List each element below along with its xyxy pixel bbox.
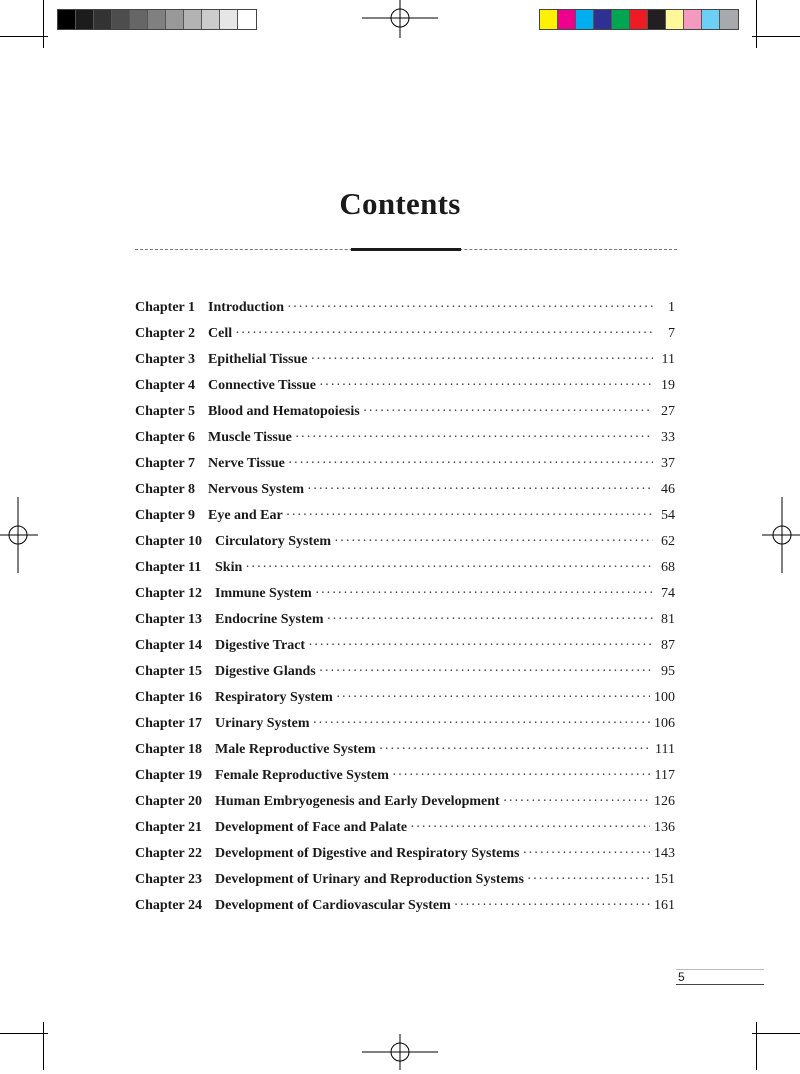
- chapter-page: 54: [661, 508, 675, 523]
- chapter-page: 19: [661, 378, 675, 393]
- color-swatch: [112, 10, 130, 29]
- chapter-title: Connective Tissue: [208, 378, 316, 393]
- toc-entry[interactable]: [135, 430, 675, 456]
- toc-entry[interactable]: [135, 534, 675, 560]
- toc-entry[interactable]: [135, 586, 675, 612]
- dot-leader: [235, 326, 653, 342]
- chapter-number: Chapter 1: [135, 300, 196, 315]
- chapter-page: 95: [661, 664, 675, 679]
- chapter-number: Chapter 4: [135, 378, 196, 393]
- color-swatch: [220, 10, 238, 29]
- color-swatch: [648, 10, 666, 29]
- chapter-title: Development of Cardiovascular System: [215, 898, 451, 913]
- registration-mark-icon: [362, 0, 438, 40]
- chapter-number: Chapter 21: [135, 820, 203, 835]
- toc-entry[interactable]: [135, 898, 675, 924]
- chapter-number: Chapter 18: [135, 742, 203, 757]
- chapter-page: 106: [654, 716, 675, 731]
- chapter-number: Chapter 13: [135, 612, 203, 627]
- dot-leader: [287, 300, 653, 316]
- dot-leader: [392, 768, 651, 784]
- toc-entry[interactable]: [135, 638, 675, 664]
- toc-entry[interactable]: [135, 508, 675, 534]
- toc-entry[interactable]: [135, 352, 675, 378]
- color-bar: [539, 9, 739, 30]
- chapter-number: Chapter 14: [135, 638, 203, 653]
- dot-leader: [310, 352, 653, 368]
- chapter-page: 111: [655, 742, 675, 757]
- dot-leader: [307, 482, 653, 498]
- crop-mark: [756, 1022, 757, 1070]
- chapter-number: Chapter 23: [135, 872, 203, 887]
- chapter-page: 68: [661, 560, 675, 575]
- chapter-number: Chapter 7: [135, 456, 196, 471]
- color-swatch: [720, 10, 738, 29]
- chapter-title: Male Reproductive System: [215, 742, 376, 757]
- chapter-page: 74: [661, 586, 675, 601]
- chapter-number: Chapter 9: [135, 508, 196, 523]
- chapter-number: Chapter 15: [135, 664, 203, 679]
- crop-mark: [752, 36, 800, 37]
- dot-leader: [454, 898, 650, 914]
- chapter-page: 62: [661, 534, 675, 549]
- dot-leader: [313, 716, 651, 732]
- toc-entry[interactable]: [135, 300, 675, 326]
- grayscale-bar: [57, 9, 257, 30]
- dot-leader: [245, 560, 653, 576]
- chapter-title: Eye and Ear: [208, 508, 283, 523]
- chapter-title: Digestive Glands: [215, 664, 316, 679]
- toc-entry[interactable]: [135, 794, 675, 820]
- toc-entry[interactable]: [135, 612, 675, 638]
- toc-entry[interactable]: [135, 846, 675, 872]
- registration-mark-icon: [362, 1034, 438, 1074]
- chapter-number: Chapter 20: [135, 794, 203, 809]
- chapter-number: Chapter 10: [135, 534, 203, 549]
- chapter-title: Development of Face and Palate: [215, 820, 408, 835]
- dot-leader: [379, 742, 651, 758]
- color-swatch: [576, 10, 594, 29]
- page-title: Contents: [339, 186, 461, 221]
- chapter-page: 46: [661, 482, 675, 497]
- toc-entry[interactable]: [135, 482, 675, 508]
- color-swatch: [594, 10, 612, 29]
- chapter-number: Chapter 3: [135, 352, 196, 367]
- dot-leader: [315, 586, 653, 602]
- chapter-title: Female Reproductive System: [215, 768, 389, 783]
- chapter-page: 117: [654, 768, 675, 783]
- chapter-number: Chapter 22: [135, 846, 203, 861]
- chapter-title: Respiratory System: [215, 690, 333, 705]
- toc-entry[interactable]: [135, 378, 675, 404]
- chapter-number: Chapter 8: [135, 482, 196, 497]
- dot-leader: [308, 638, 653, 654]
- chapter-number: Chapter 5: [135, 404, 196, 419]
- chapter-title: Cell: [208, 326, 233, 341]
- chapter-number: Chapter 11: [135, 560, 202, 575]
- chapter-page: 143: [654, 846, 675, 861]
- toc-entry[interactable]: [135, 404, 675, 430]
- color-swatch: [202, 10, 220, 29]
- color-swatch: [666, 10, 684, 29]
- chapter-title: Human Embryogenesis and Early Development: [215, 794, 500, 809]
- chapter-page: 151: [654, 872, 675, 887]
- crop-mark: [0, 1033, 48, 1034]
- chapter-number: Chapter 2: [135, 326, 196, 341]
- dot-leader: [334, 534, 653, 550]
- color-swatch: [702, 10, 720, 29]
- dot-leader: [410, 820, 650, 836]
- color-swatch: [58, 10, 76, 29]
- crop-mark: [0, 36, 48, 37]
- chapter-title: Skin: [215, 560, 243, 575]
- chapter-title: Nerve Tissue: [208, 456, 285, 471]
- chapter-page: 7: [668, 326, 675, 341]
- chapter-title: Endocrine System: [215, 612, 324, 627]
- crop-mark: [43, 1022, 44, 1070]
- dot-leader: [503, 794, 650, 810]
- toc-entry[interactable]: [135, 560, 675, 586]
- color-swatch: [612, 10, 630, 29]
- color-swatch: [558, 10, 576, 29]
- color-swatch: [684, 10, 702, 29]
- color-swatch: [540, 10, 558, 29]
- chapter-number: Chapter 12: [135, 586, 203, 601]
- color-swatch: [184, 10, 202, 29]
- chapter-title: Nervous System: [208, 482, 305, 497]
- chapter-title: Muscle Tissue: [208, 430, 292, 445]
- color-swatch: [166, 10, 184, 29]
- chapter-page: 161: [654, 898, 675, 913]
- dot-leader: [319, 378, 653, 394]
- crop-mark: [752, 1033, 800, 1034]
- dot-leader: [363, 404, 653, 420]
- color-swatch: [238, 10, 256, 29]
- dot-leader: [286, 508, 653, 524]
- chapter-page: 136: [654, 820, 675, 835]
- chapter-number: Chapter 24: [135, 898, 203, 913]
- color-swatch: [76, 10, 94, 29]
- chapter-page: 37: [661, 456, 675, 471]
- chapter-number: Chapter 17: [135, 716, 203, 731]
- dot-leader: [295, 430, 653, 446]
- page-number: 5: [676, 969, 764, 985]
- title-divider-solid: [351, 248, 461, 251]
- chapter-number: Chapter 19: [135, 768, 203, 783]
- dot-leader: [522, 846, 650, 862]
- chapter-page: 1: [668, 300, 675, 315]
- color-swatch: [630, 10, 648, 29]
- toc-entry[interactable]: [135, 456, 675, 482]
- chapter-number: Chapter 16: [135, 690, 203, 705]
- toc-entry[interactable]: [135, 716, 675, 742]
- toc-entry[interactable]: [135, 742, 675, 768]
- crop-mark: [756, 0, 757, 48]
- chapter-title: Digestive Tract: [215, 638, 306, 653]
- dot-leader: [336, 690, 650, 706]
- toc-entry[interactable]: [135, 690, 675, 716]
- chapter-title: Development of Digestive and Respiratory Systems: [215, 846, 520, 861]
- chapter-page: 27: [661, 404, 675, 419]
- chapter-title: Blood and Hematopoiesis: [208, 404, 360, 419]
- toc-entry[interactable]: [135, 326, 675, 352]
- chapter-page: 100: [654, 690, 675, 705]
- toc-entry[interactable]: [135, 820, 675, 846]
- chapter-title: Introduction: [208, 300, 284, 315]
- chapter-title: Immune System: [215, 586, 312, 601]
- dot-leader: [527, 872, 650, 888]
- dot-leader: [319, 664, 653, 680]
- chapter-page: 126: [654, 794, 675, 809]
- chapter-title: Epithelial Tissue: [208, 352, 308, 367]
- color-swatch: [148, 10, 166, 29]
- toc-entry[interactable]: [135, 664, 675, 690]
- dot-leader: [327, 612, 654, 628]
- chapter-title: Development of Urinary and Reproduction Systems: [215, 872, 524, 887]
- crop-mark: [43, 0, 44, 48]
- registration-mark-icon: [0, 497, 40, 573]
- chapter-number: Chapter 6: [135, 430, 196, 445]
- color-swatch: [130, 10, 148, 29]
- chapter-page: 87: [661, 638, 675, 653]
- color-swatch: [94, 10, 112, 29]
- chapter-title: Circulatory System: [215, 534, 331, 549]
- registration-mark-icon: [760, 497, 800, 573]
- table-of-contents: [135, 300, 675, 924]
- dot-leader: [288, 456, 653, 472]
- toc-entry[interactable]: [135, 768, 675, 794]
- chapter-page: 11: [661, 352, 675, 367]
- chapter-page: 33: [661, 430, 675, 445]
- toc-entry[interactable]: [135, 872, 675, 898]
- chapter-title: Urinary System: [215, 716, 310, 731]
- chapter-page: 81: [661, 612, 675, 627]
